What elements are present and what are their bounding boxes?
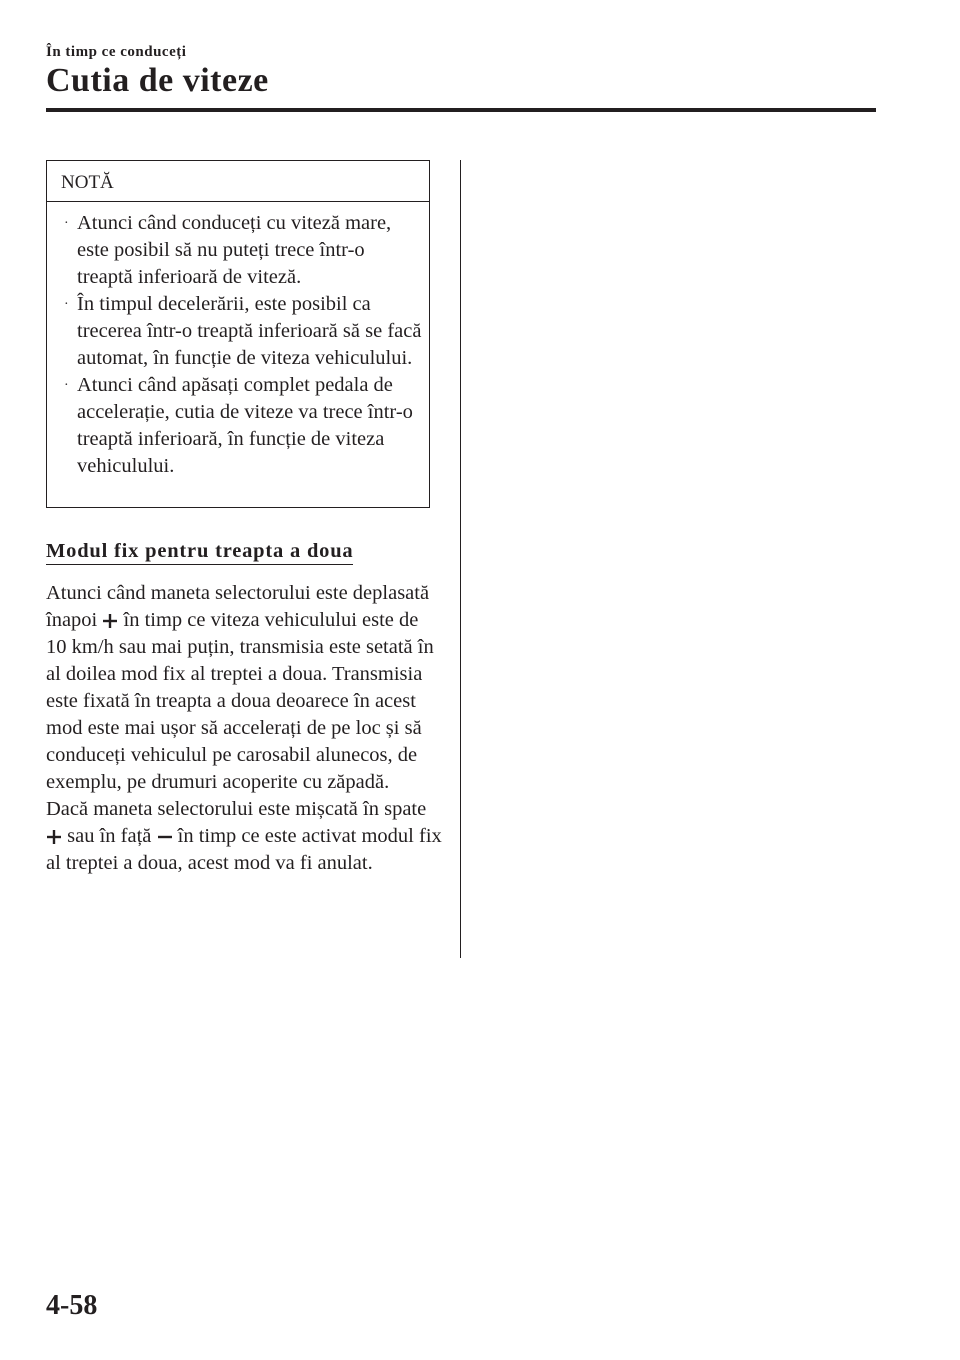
page-title: Cutia de viteze: [46, 62, 269, 99]
bullet-icon: ·: [64, 378, 69, 393]
column-divider: [460, 160, 461, 958]
section-body: [46, 580, 442, 877]
note-title: NOTĂ: [47, 161, 429, 202]
plus-icon: [103, 614, 117, 628]
section-heading: Modul fix pentru treapta a doua: [46, 540, 353, 565]
bullet-icon: ·: [64, 297, 69, 312]
page-number: 4-58: [46, 1290, 98, 1321]
note-box: [46, 160, 430, 508]
paragraph-text: sau în față: [67, 825, 152, 847]
note-item: [63, 291, 423, 372]
header-rule: [46, 108, 876, 112]
note-item-text: Atunci când conduceți cu viteză mare, este posibil să nu puteți trece într-o treaptă inferioară de viteză.: [77, 212, 392, 288]
note-item-text: Atunci când apăsați complet pedala de accelerație, cutia de viteze va trece într-o treaptă inferioară, în funcție de viteza vehiculului.: [77, 374, 413, 477]
paragraph: [46, 796, 442, 877]
note-item: [63, 210, 423, 291]
paragraph-text: Atunci când maneta selectorului este deplasată înapoi: [46, 582, 430, 631]
paragraph-text: în timp ce este activat modul fix al treptei a doua, acest mod va fi anulat.: [46, 825, 442, 874]
note-item: [63, 372, 423, 480]
note-list: [47, 202, 429, 480]
note-item-text: În timpul decelerării, este posibil ca trecerea într-o treaptă inferioară să se facă automat, în funcție de viteza vehiculului.: [77, 293, 422, 369]
paragraph-text: Dacă maneta selectorului este mișcată în spate: [46, 798, 427, 820]
bullet-icon: ·: [64, 216, 69, 231]
minus-icon: [158, 830, 172, 844]
plus-icon: [47, 830, 61, 844]
chapter-label: În timp ce conduceți: [46, 44, 187, 60]
paragraph-text: în timp ce viteza vehiculului este de 10 km/h sau mai puțin, transmisia este setată în al doilea mod fix al treptei a doua. Transmisia este fixată în treapta a doua deoarece în acest mod este mai ușor să accelerați de pe loc și să conduceți vehiculul pe carosabil alunecos, de exemplu, pe drumuri acoperite cu zăpadă.: [46, 609, 434, 793]
paragraph: [46, 580, 442, 796]
